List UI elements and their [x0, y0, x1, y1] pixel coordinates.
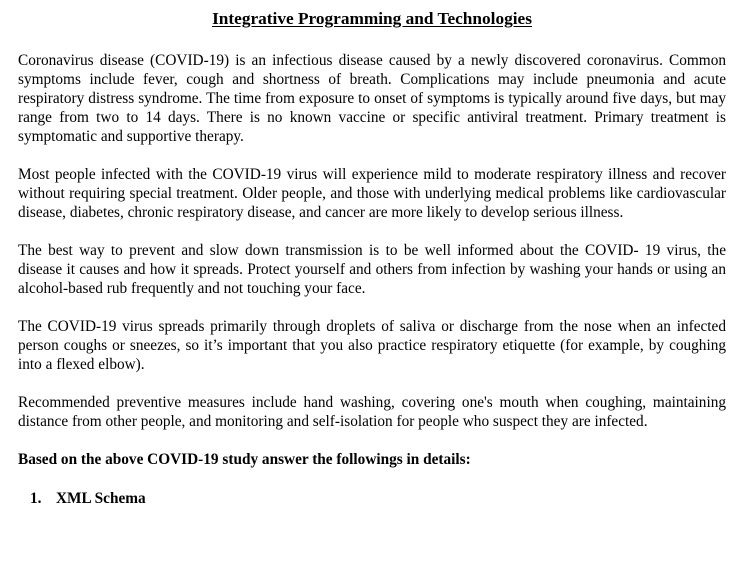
document-title: Integrative Programming and Technologies — [212, 9, 532, 28]
question-prompt: Based on the above COVID-19 study answer the followings in details: — [18, 451, 471, 468]
paragraph-transmission: The COVID-19 virus spreads primarily through droplets of saliva or discharge from the nose when an infected person coughs or sneezes, so it’s important that you also practice respiratory etiquette (for example, by coughing into a flexed elbow). — [18, 318, 726, 373]
paragraph-preventive-measures: Recommended preventive measures include hand washing, covering one's mouth when coughing, maintaining distance from other people, and monitoring and self-isolation for people who suspect they are infected. — [18, 394, 726, 430]
paragraph-illness-severity: Most people infected with the COVID-19 virus will experience mild to moderate respiratory illness and recover without requiring special treatment. Older people, and those with underlying medical problems like cardiovascular disease, diabetes, chronic respiratory disease, and cancer are more likely to develop serious illness. — [18, 166, 726, 221]
list-item-label: XML Schema — [56, 490, 146, 507]
list-item-number: 1. — [30, 490, 42, 507]
paragraph-prevention: The best way to prevent and slow down transmission is to be well informed about the COVID- 19 virus, the disease it causes and how it spreads. Protect yourself and others from infection by washing your hands or using an alcohol-based rub frequently and not touching your face. — [18, 242, 726, 297]
question-list — [18, 489, 726, 508]
list-item — [18, 489, 726, 508]
document-page — [18, 0, 726, 508]
paragraph-covid-overview: Coronavirus disease (COVID-19) is an infectious disease caused by a newly discovered coronavirus. Common symptoms include fever, cough and shortness of breath. Complications may include pneumonia and acute respiratory distress syndrome. The time from exposure to onset of symptoms is typically around five days, but may range from two to 14 days. There is no known vaccine or specific antiviral treatment. Primary treatment is symptomatic and supportive therapy. — [18, 52, 726, 145]
